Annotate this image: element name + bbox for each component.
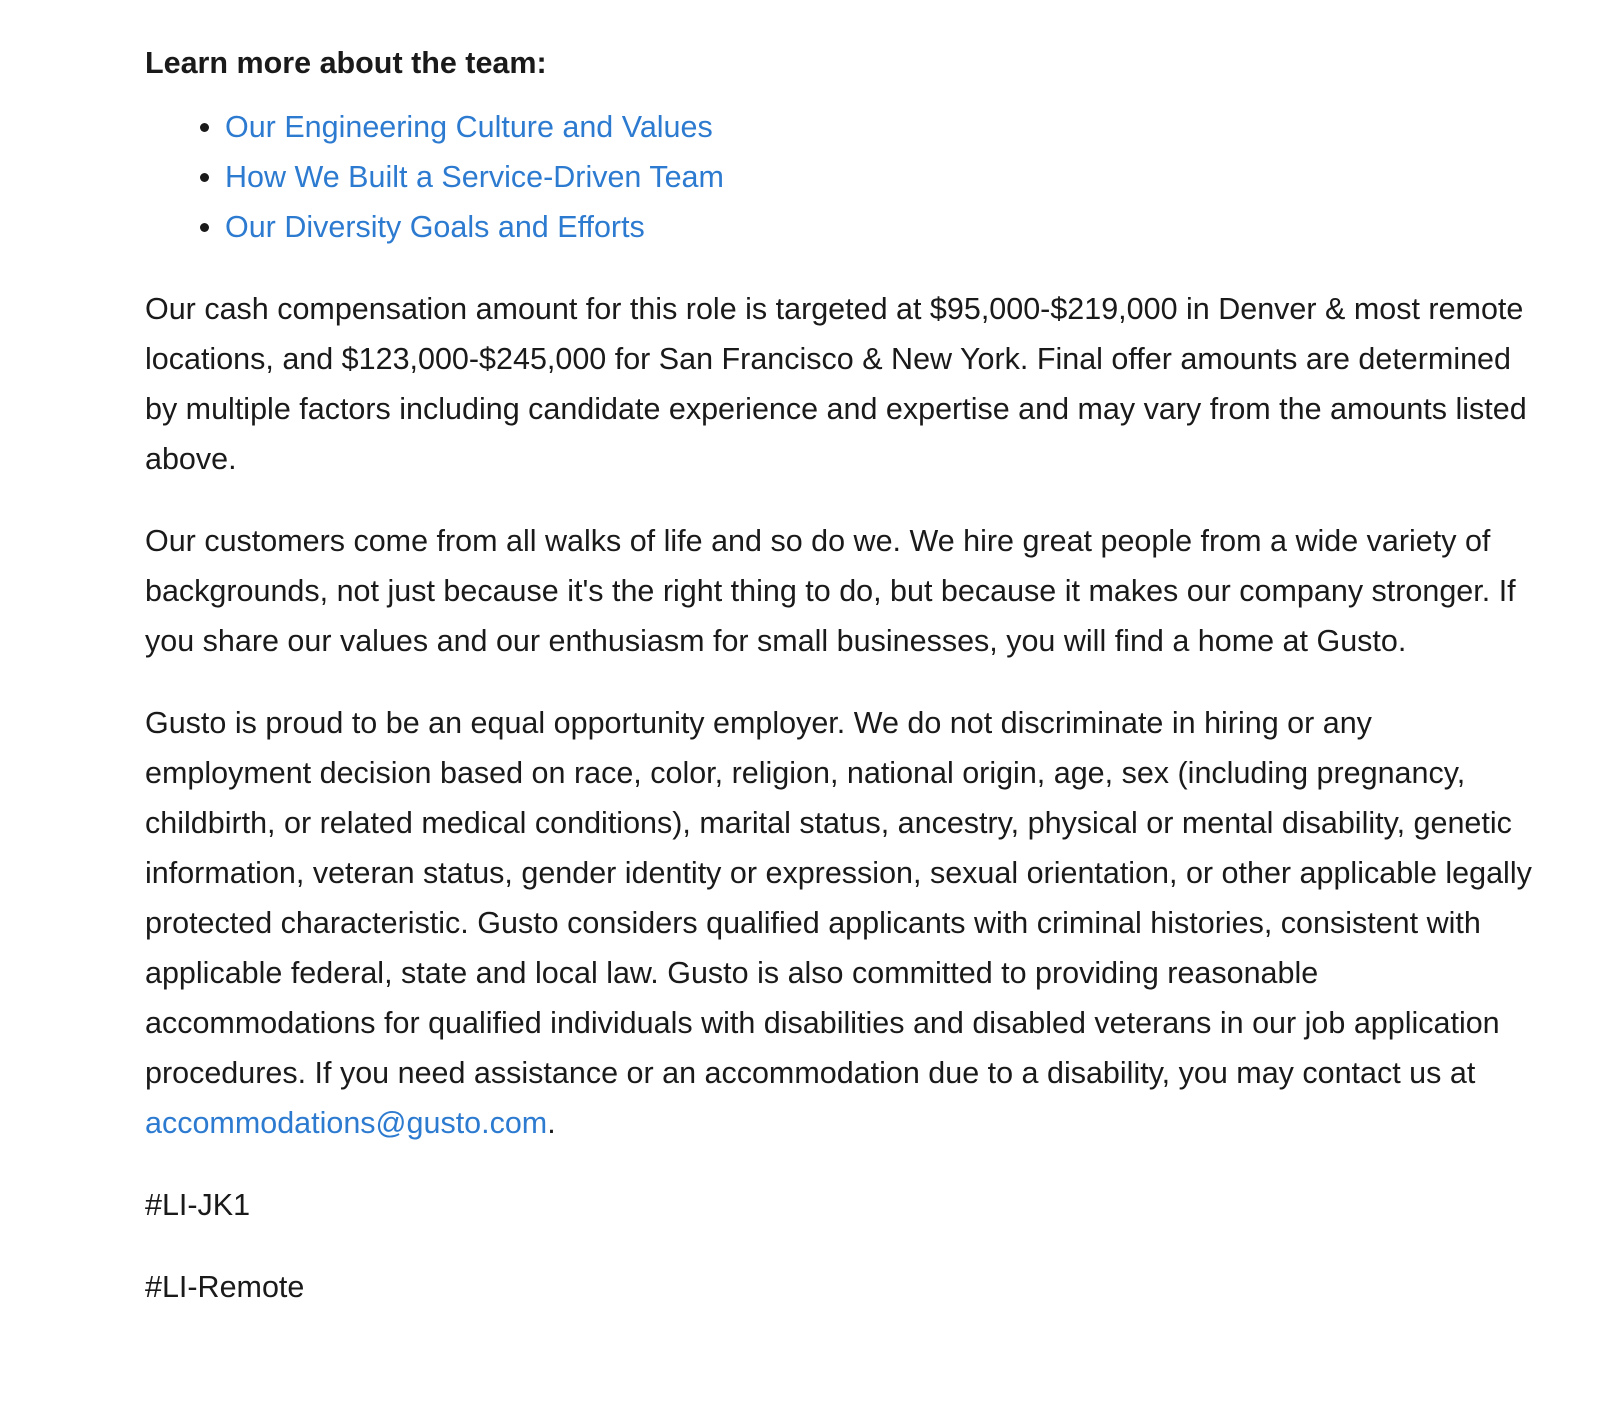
list-item bbox=[225, 102, 1545, 152]
accommodations-email-link[interactable]: accommodations@gusto.com bbox=[145, 1106, 548, 1140]
tag-li-remote: #LI-Remote bbox=[145, 1270, 305, 1304]
diversity-paragraph: Our customers come from all walks of life and so do we. We hire great people from a wide variety of backgrounds, not just because it's the right thing to do, but because it makes our company stronger. If you share our values and our enthusiasm for small businesses, you will find a home at Gusto. bbox=[145, 524, 1516, 658]
list-item bbox=[225, 202, 1545, 252]
service-driven-team-link[interactable]: How We Built a Service-Driven Team bbox=[225, 160, 724, 194]
eeo-text: Gusto is proud to be an equal opportunity employer. We do not discriminate in hiring or any employment decision based on race, color, religion, national origin, age, sex (including pregnancy, childbirth, or related medical conditions), marital status, ancestry, physical or mental disability, genetic information, veteran status, gender identity or expression, sexual orientation, or other applicable legally protected characteristic. Gusto considers qualified applicants with criminal histories, consistent with applicable federal, state and local law. Gusto is also committed to providing reasonable accommodations for qualified individuals with disabilities and disabled veterans in our job application procedures. If you need assistance or an accommodation due to a disability, you may contact us at bbox=[145, 706, 1532, 1090]
compensation-paragraph: Our cash compensation amount for this role is targeted at $95,000-$219,000 in Denver & most remote locations, and $123,000-$245,000 for San Francisco & New York. Final offer amounts are determined by multiple factors including candidate experience and expertise and may vary from the amounts listed above. bbox=[145, 292, 1527, 476]
eeo-paragraph bbox=[145, 698, 1545, 1148]
team-links-list bbox=[145, 102, 1545, 252]
engineering-culture-link[interactable]: Our Engineering Culture and Values bbox=[225, 110, 713, 144]
diversity-goals-link[interactable]: Our Diversity Goals and Efforts bbox=[225, 210, 645, 244]
eeo-end: . bbox=[547, 1106, 556, 1140]
tag-li-jk1: #LI-JK1 bbox=[145, 1188, 251, 1222]
list-item bbox=[225, 152, 1545, 202]
team-heading: Learn more about the team: bbox=[145, 46, 547, 80]
job-description-content bbox=[145, 40, 1545, 1344]
